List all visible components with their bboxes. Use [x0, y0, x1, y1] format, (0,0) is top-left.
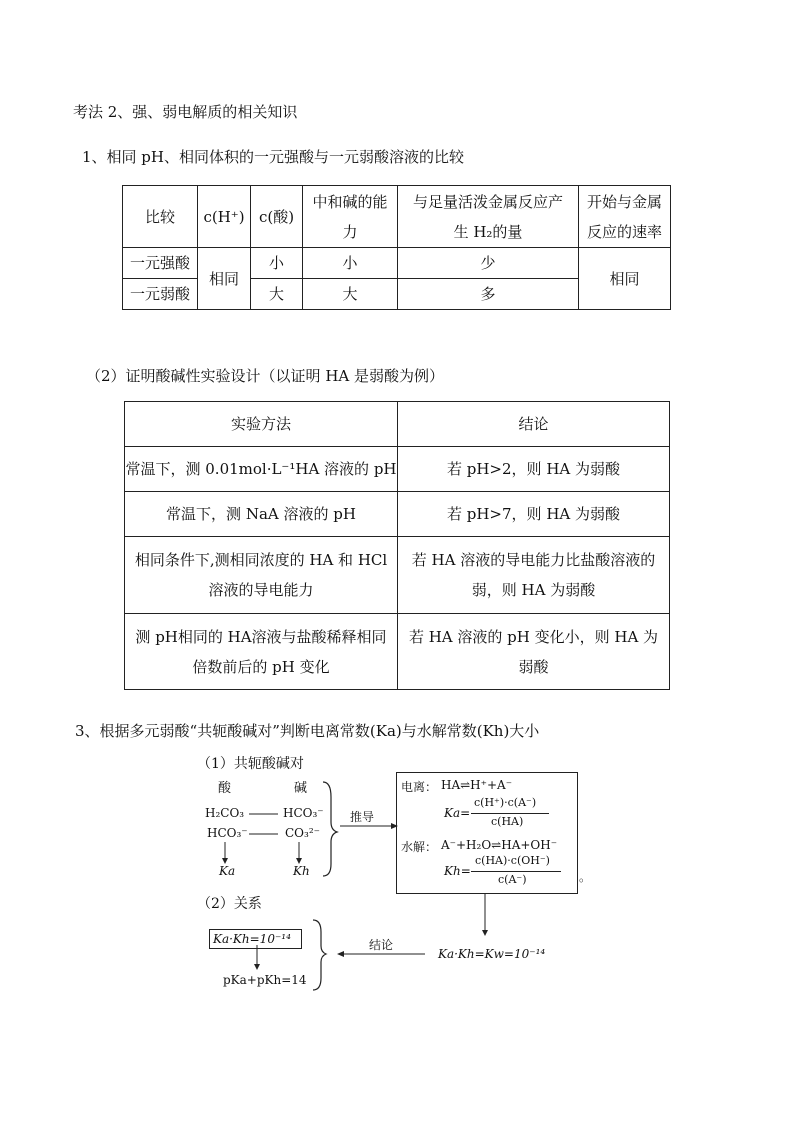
acid2: HCO₃⁻ [207, 826, 248, 840]
ka-numerator: c(H⁺)·c(A⁻) [474, 796, 537, 809]
relation-box: Ka·Kh=10⁻¹⁴ [209, 929, 302, 949]
row-strong-h2: 少 [398, 248, 579, 279]
row-weak-name: 一元弱酸 [123, 279, 198, 310]
kh-label: Kh [293, 864, 310, 878]
conclusion-3: 若 HA 溶液的导电能力比盐酸溶液的弱，则 HA 为弱酸 [398, 537, 670, 614]
sub2-label: （2）关系 [197, 896, 262, 912]
part2-heading: （2）证明酸碱性实验设计（以证明 HA 是弱酸为例） [86, 367, 444, 385]
ka-formula-lhs: Ka= [444, 806, 471, 820]
conclusion-1: 若 pH>2，则 HA 为弱酸 [398, 447, 670, 492]
header-c-acid: c(酸) [251, 186, 303, 248]
header-method: 实验方法 [125, 402, 398, 447]
acid-label: 酸 [218, 781, 232, 796]
period: 。 [579, 870, 592, 884]
experiment-table [124, 401, 670, 690]
sub1-label: （1）共轭酸碱对 [197, 756, 304, 772]
section-title: 考法 2、强、弱电解质的相关知识 [73, 103, 298, 121]
rate-value: 相同 [579, 248, 671, 310]
part1-heading: 1、相同 pH、相同体积的一元强酸与一元弱酸溶液的比较 [82, 148, 464, 166]
kw-equation: Ka·Kh=Kw=10⁻¹⁴ [438, 947, 546, 961]
row-weak-h2: 多 [398, 279, 579, 310]
ionization-eq: HA⇌H⁺+A⁻ [441, 778, 513, 792]
row-strong-name: 一元强酸 [123, 248, 198, 279]
base2: CO₃²⁻ [285, 826, 320, 840]
row-weak-neutralize: 大 [303, 279, 398, 310]
conjugate-diagram [195, 752, 595, 997]
header-conclusion: 结论 [398, 402, 670, 447]
ionization-label: 电离： [401, 780, 438, 794]
ka-fraction-bar [471, 813, 549, 814]
hydrolysis-eq: A⁻+H₂O⇌HA+OH⁻ [441, 838, 558, 852]
header-compare: 比较 [123, 186, 198, 248]
header-rate: 开始与金属反应的速率 [579, 186, 671, 248]
method-2: 常温下，测 NaA 溶液的 pH [125, 492, 398, 537]
conclusion-label: 结论 [369, 938, 394, 952]
acid1: H₂CO₃ [205, 806, 245, 820]
header-h2: 与足量活泼金属反应产生 H₂的量 [398, 186, 579, 248]
header-c-h: c(H⁺) [198, 186, 251, 248]
kh-numerator: c(HA)·c(OH⁻) [475, 854, 550, 867]
relation-pk: pKa+pKh=14 [223, 973, 307, 987]
ka-denominator: c(HA) [491, 815, 524, 828]
part3-heading: 3、根据多元弱酸“共轭酸碱对”判断电离常数(Ka)与水解常数(Kh)大小 [75, 722, 540, 740]
kh-denominator: c(A⁻) [498, 873, 527, 886]
derive-label: 推导 [350, 810, 375, 824]
hydrolysis-label: 水解： [401, 840, 438, 854]
row-strong-neutralize: 小 [303, 248, 398, 279]
row-weak-c-acid: 大 [251, 279, 303, 310]
conclusion-2: 若 pH>7，则 HA 为弱酸 [398, 492, 670, 537]
conclusion-4: 若 HA 溶液的 pH 变化小，则 HA 为弱酸 [398, 614, 670, 690]
ka-label: Ka [219, 864, 236, 878]
base-label: 碱 [294, 781, 308, 796]
header-neutralize: 中和碱的能力 [303, 186, 398, 248]
row-strong-c-acid: 小 [251, 248, 303, 279]
kh-formula-lhs: Kh= [444, 864, 471, 878]
c-h-value: 相同 [198, 248, 251, 310]
method-4: 测 pH相同的 HA溶液与盐酸稀释相同倍数前后的 pH 变化 [125, 614, 398, 690]
method-3: 相同条件下,测相同浓度的 HA 和 HCl 溶液的导电能力 [125, 537, 398, 614]
comparison-table [122, 185, 671, 310]
kh-fraction-bar [471, 871, 561, 872]
base1: HCO₃⁻ [283, 806, 324, 820]
method-1: 常温下，测 0.01mol·L⁻¹HA 溶液的 pH [125, 447, 398, 492]
